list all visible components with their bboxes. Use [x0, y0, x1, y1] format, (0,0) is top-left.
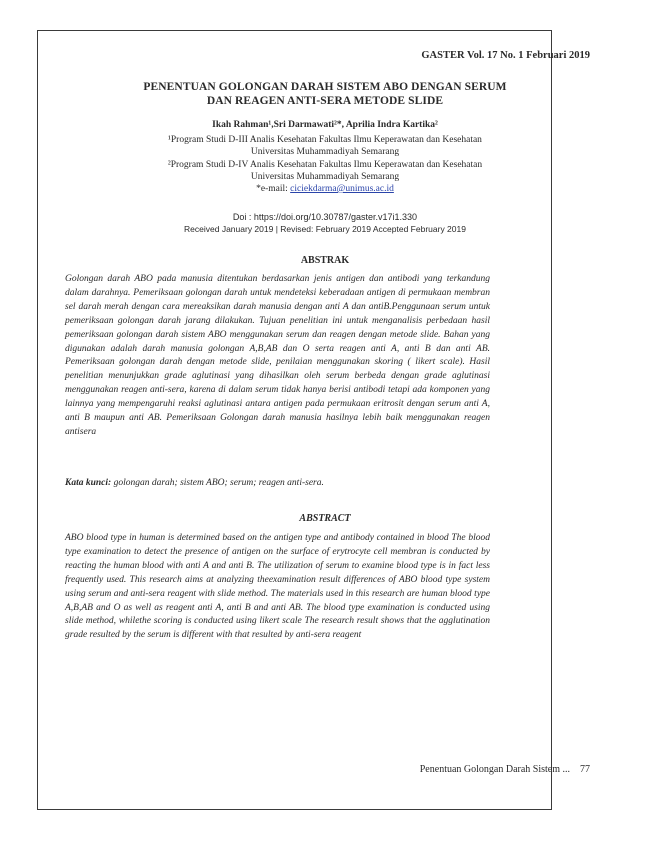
affiliation-2-line-2: Universitas Muhammadiyah Semarang	[250, 172, 400, 182]
affiliation-1-line-1: ¹Program Studi D-III Analis Kesehatan Fakultas Ilmu Keperawatan dan Kesehatan	[168, 135, 482, 145]
email-label: *e-mail:	[256, 184, 291, 194]
email-line	[0, 184, 650, 194]
doi-line[interactable]: Doi : https://doi.org/10.30787/gaster.v17i1.330	[232, 212, 418, 222]
paper-title	[0, 80, 650, 108]
abstrak-heading: ABSTRAK	[300, 255, 350, 266]
page-number: 77	[580, 764, 590, 775]
abstrak-text: Golongan darah ABO pada manusia ditentukan berdasarkan jenis antigen dan antibodi yang terkandung dalam darahnya. Pemeriksaan golongan darah untuk mendeteksi keberadaan antigen di permukaan membran sel darah merah dengan cara mereaksikan darah manusia dengan anti A dan antiB.Penggunaan serum untuk pemeriksaan golongan darah jarang dilakukan. Tujuan penelitian ini untuk menganalisis perbedaan hasil pemeriksaan golongan darah sistem ABO menggunakan serum dan reagen dengan metode slide. Bahan yang digunakan adalah darah manusia golongan A,B,AB dan O serta reagen anti A, anti B dan anti AB. Pemeriksaan golongan darah dengan metode slide, penilaian menggunakan skoring ( likert scale). Hasil penelitian menunjukkan grade aglutinasi yang dihasilkan oleh serum berbeda dengan grade aglutinasi menggunakan reagen anti-sera, karena di dalam serum tidak hanya berisi antibodi tetapi ada komponen yang lainnya yang mempengaruhi reaksi aglutinasi antara antigen pada permukaan eritrosit dengan serum anti A, anti B maupun anti AB. Pemeriksaan Golongan darah manusia hasilnya lebih baik menggunakan reagen antisera	[65, 274, 490, 437]
affiliation-2	[0, 159, 650, 183]
title-line-1: PENENTUAN GOLONGAN DARAH SISTEM ABO DENGAN SERUM	[143, 81, 507, 93]
affiliation-2-line-1: ²Program Studi D-IV Analis Kesehatan Fakultas Ilmu Keperawatan dan Kesehatan	[167, 160, 483, 170]
keywords-text: golongan darah; sistem ABO; serum; reagen anti-sera.	[111, 478, 324, 488]
authors: Ikah Rahman¹,Sri Darmawati²*, Aprilia Indra Kartika²	[212, 120, 438, 130]
title-line-2: DAN REAGEN ANTI-SERA METODE SLIDE	[206, 95, 444, 107]
keywords	[65, 478, 490, 488]
journal-header: GASTER Vol. 17 No. 1 Februari 2019	[421, 50, 590, 61]
email-link[interactable]: ciciekdarma@unimus.ac.id	[290, 184, 394, 194]
affiliation-1	[0, 134, 650, 158]
footer-running-title: Penentuan Golongan Darah Sistem ...	[419, 764, 570, 775]
page-footer	[420, 764, 590, 775]
received-dates: Received January 2019 | Revised: February 2019 Accepted February 2019	[184, 224, 466, 234]
abstract-heading: ABSTRACT	[299, 513, 351, 524]
abstract-text: ABO blood type in human is determined based on the antigen type and antibody contained in blood The blood type examination to detect the presence of antigen on the surface of erytrocyte cell membran is conducted by reacting the human blood with anti A and anti B. The utilization of serum to examine blood type is in fact less frequently used. This research aims at analyzing theexamination result differences of ABO blood type system using serum and anti-sera reagent with slide method. The materials used in this research are human blood type A,B,AB and O as well as reagent anti A, anti B and anti AB. The blood type examination is conducted using slide method, whilethe scoring is conducted using likert scale The research result shows that the agglutination grade resulted by the serum is different with that resulted by anti-sera reagent	[65, 533, 490, 641]
affiliation-1-line-2: Universitas Muhammadiyah Semarang	[250, 147, 400, 157]
keywords-label: Kata kunci:	[65, 478, 112, 488]
